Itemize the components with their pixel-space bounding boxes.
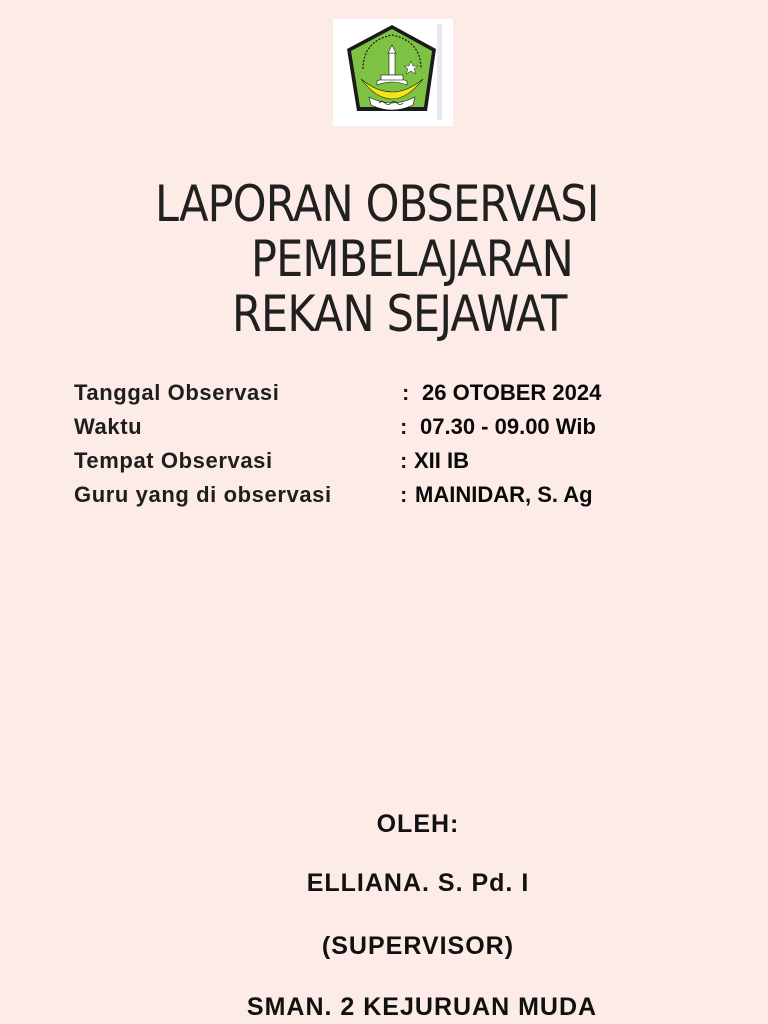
school-emblem-icon	[333, 19, 453, 126]
info-label: Waktu	[74, 414, 143, 439]
report-title-line-3: REKAN SEJAWAT	[232, 285, 567, 343]
info-row-teacher	[74, 480, 674, 514]
info-separator: :	[400, 482, 408, 507]
info-value: XII IB	[414, 448, 470, 473]
by-label: OLEH:	[376, 810, 460, 838]
school-logo	[333, 19, 453, 126]
info-row-time	[74, 412, 674, 446]
school-name: SMAN. 2 KEJURUAN MUDA	[246, 993, 598, 1021]
info-value: MAINIDAR, S. Ag	[415, 482, 593, 507]
observation-info	[74, 378, 674, 514]
supervisor-role: (SUPERVISOR)	[321, 932, 515, 960]
info-value: 07.30 - 09.00 Wib	[420, 414, 596, 439]
report-title-line-2: PEMBELAJARAN	[251, 230, 573, 288]
info-label: Guru yang di observasi	[74, 482, 332, 507]
info-row-date	[74, 378, 674, 412]
info-separator: :	[400, 448, 408, 473]
info-row-place	[74, 446, 674, 480]
report-title-line-1: LAPORAN OBSERVASI	[155, 175, 599, 233]
info-separator: :	[402, 380, 410, 405]
supervisor-name: ELLIANA. S. Pd. I	[306, 869, 530, 897]
info-label: Tempat Observasi	[74, 448, 273, 473]
info-separator: :	[400, 414, 408, 439]
info-label: Tanggal Observasi	[74, 380, 280, 405]
info-value: 26 OTOBER 2024	[422, 380, 602, 405]
